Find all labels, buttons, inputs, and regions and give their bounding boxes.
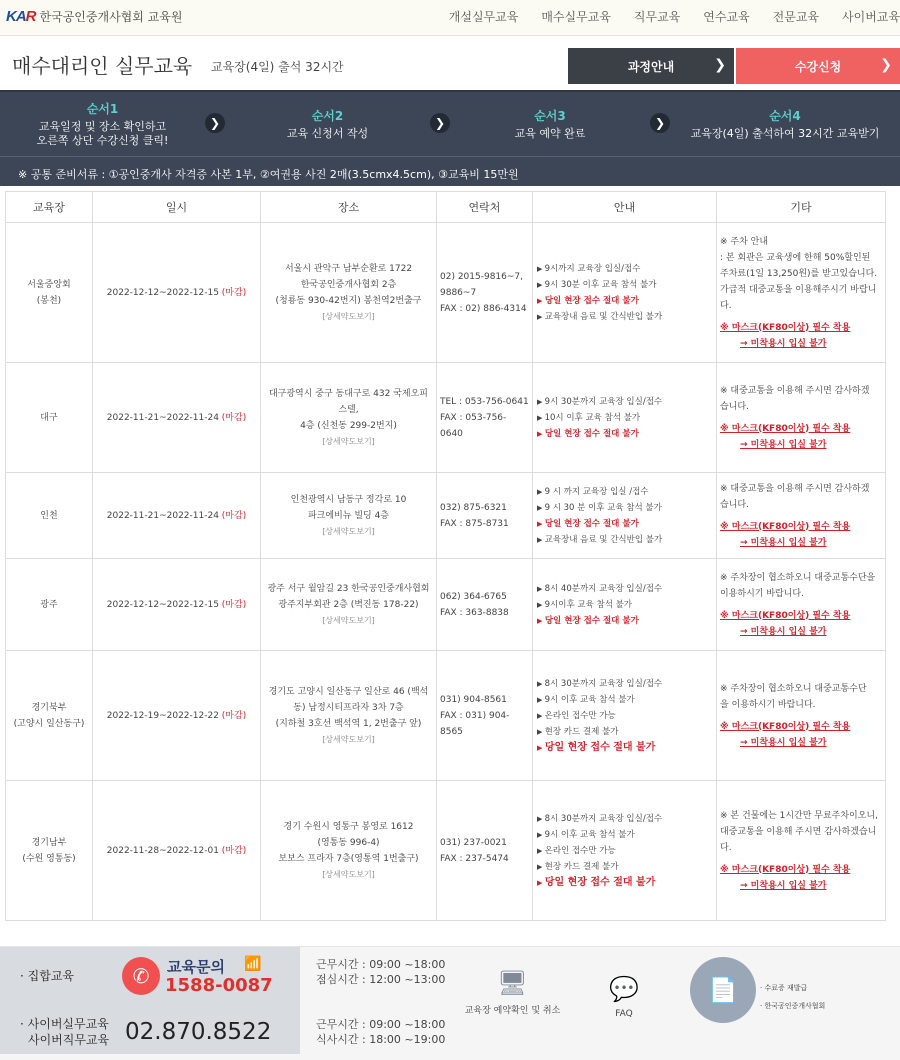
address-line: 보보스 프라자 7층(영통역 1번출구) (278, 853, 419, 864)
venue-area: (수원 영통동) (22, 853, 76, 864)
logo[interactable] (6, 8, 182, 25)
etc-line: 대중교통을 이용해 주시면 감사하겠습니 (720, 826, 877, 837)
etc-cell (717, 223, 886, 363)
info-item: ▶ 9시 30분까지 교육장 입실/접수 (537, 394, 716, 410)
info-cell (533, 473, 717, 559)
etc-cell (717, 651, 886, 781)
address-line: 인천광역시 남동구 정각로 10 (290, 494, 407, 505)
closed-badge: (마감) (221, 710, 247, 721)
col-header: 안내 (533, 192, 717, 223)
mask-notice: → 미착용시 입실 불가 (740, 537, 827, 548)
info-item: ▶ 9 시 까지 교육장 입실 /접수 (537, 484, 716, 500)
etc-line: 다. (720, 300, 732, 311)
address-line: 광주 서구 월암길 23 한국공인중개사협회 (267, 583, 430, 594)
etc-line: : 본 회관은 교육생에 한해 50%할인된 (720, 252, 871, 263)
table-row (6, 223, 886, 363)
schedule-table (5, 191, 886, 921)
chevron-right-icon: ❯ (650, 113, 670, 133)
etc-line: 습니다. (720, 401, 749, 412)
info-item: ▶ 현장 카드 결제 불가 (537, 724, 716, 740)
info-list (533, 261, 716, 325)
date-cell (93, 651, 261, 781)
date-range: 2022-11-21~2022-11-24 (106, 510, 219, 521)
address-line: 4층 (신천동 299-2번지) (300, 420, 397, 431)
info-item: ▶ 9시 이후 교육 참석 불가 (537, 692, 716, 708)
monitor-icon: 🖥 (497, 969, 528, 997)
map-link[interactable]: [상세약도보기] (322, 311, 375, 321)
cyber-hours-group (316, 1017, 445, 1047)
page-title: 매수대리인 실무교육 (12, 54, 193, 78)
contact-line: FAX : 053-756- (440, 412, 507, 423)
footer (0, 946, 900, 1060)
etc-line: 가급적 대중교통을 이용해주시기 바랍니 (720, 284, 877, 295)
venue-name: 인천 (40, 510, 58, 521)
mask-notice: → 미착용시 입실 불가 (740, 737, 827, 748)
etc-line: 주차료(1일 13,250원)를 받고있습니다. (720, 268, 878, 279)
etc-line: 이용하시기 바랍니다. (720, 588, 804, 599)
address-line: 파크에비뉴 빌딩 4층 (307, 510, 389, 521)
venue-name: 경기남부 (31, 837, 67, 848)
info-cell (533, 223, 717, 363)
main-nav (449, 8, 900, 25)
inquiry-phone[interactable]: 1588-0087 (165, 975, 273, 996)
mask-notice: ※ 마스크(KF80이상) 필수 착용 (720, 864, 851, 875)
info-list (533, 676, 716, 756)
contact-cell (437, 781, 533, 921)
mask-notice: → 미착용시 입실 불가 (740, 880, 827, 891)
contact-line: FAX : 02) 886-4314 (440, 303, 527, 314)
etc-line: 을 이용하시기 바랍니다. (720, 699, 816, 710)
address-line: 광주지부회관 2층 (벽진동 178-22) (278, 599, 419, 610)
table-row (6, 363, 886, 473)
chevron-right-icon: ❯ (430, 113, 450, 133)
etc-line: 습니다. (720, 499, 749, 510)
info-item: ▶ 당일 현장 접수 절대 불가 (537, 613, 716, 629)
date-cell (93, 363, 261, 473)
etc-line: 다. (720, 842, 732, 853)
date-range: 2022-12-12~2022-12-15 (106, 599, 219, 610)
place-cell (261, 651, 437, 781)
info-item: ▶ 9시까지 교육장 입실/접수 (537, 261, 716, 277)
contact-line: 031) 904-8561 (440, 694, 507, 705)
info-item: ▶ 온라인 접수만 가능 (537, 843, 716, 859)
dinner-hours: 식사시간 : 18:00 ~19:00 (316, 1033, 446, 1046)
date-cell (93, 559, 261, 651)
place-cell (261, 559, 437, 651)
cyber-practice-label: · 사이버실무교육 (20, 1017, 109, 1031)
info-item: ▶ 현장 카드 결제 불가 (537, 859, 716, 875)
map-link[interactable]: [상세약도보기] (322, 615, 375, 625)
inquiry-label: 교육문의 (167, 958, 225, 976)
nav-item[interactable]: 직무교육 (633, 10, 681, 24)
info-cell (533, 781, 717, 921)
venue-cell (6, 559, 93, 651)
place-cell (261, 223, 437, 363)
closed-badge: (마감) (221, 599, 247, 610)
address-line: 대구광역시 중구 동대구로 432 국제오피 (268, 388, 429, 399)
contact-cell (437, 651, 533, 781)
mask-notice: ※ 마스크(KF80이상) 필수 착용 (720, 610, 851, 621)
steps-bar (0, 92, 900, 156)
chat-bubble-icon: 💬 (609, 975, 639, 1003)
info-item: ▶ 8시 30분까지 교육장 입실/접수 (537, 811, 716, 827)
venue-name: 서울중앙회 (27, 279, 71, 290)
work-hours: 근무시간 : 09:00 ~18:00 (316, 1018, 446, 1031)
address-line: 한국공인중개사협회 2층 (300, 279, 397, 290)
work-hours: 근무시간 : 09:00 ~18:00 (316, 958, 446, 971)
common-documents-notice: ※ 공통 준비서류 : ①공인중개사 자격증 사본 1부, ②여권용 사진 2매(3.5cmx4.5cm), ③교육비 15만원 (0, 156, 900, 186)
venue-name: 경기북부 (31, 702, 67, 713)
venue-cell (6, 473, 93, 559)
info-cell (533, 559, 717, 651)
info-item: ▶ 10시 이후 교육 참석 불가 (537, 410, 716, 426)
course-info-button[interactable] (568, 48, 734, 84)
hours-group (316, 957, 445, 987)
etc-cell (717, 781, 886, 921)
col-header: 일시 (93, 192, 261, 223)
reservation-label: 교육장 예약확인 및 취소 (464, 1006, 561, 1016)
map-link[interactable]: [상세약도보기] (322, 734, 375, 744)
title-bar (0, 36, 900, 92)
etc-cell (717, 473, 886, 559)
page-subtitle: 교육장(4일) 출석 32시간 (211, 60, 344, 74)
col-header: 장소 (261, 192, 437, 223)
contact-line: 0640 (440, 428, 463, 439)
venue-area: (고양시 일산동구) (13, 718, 85, 729)
register-label: 수강신청 (794, 59, 842, 74)
step-4 (670, 92, 900, 156)
address-line: 동) 남정시티프라자 3차 7층 (293, 702, 404, 713)
info-item: ▶ 교육장내 음료 및 간식반입 불가 (537, 532, 716, 548)
date-cell (93, 473, 261, 559)
contact-line: TEL : 053-756-0641 (440, 396, 529, 407)
address-line: 경기도 고양시 일산동구 일산로 46 (백석 (268, 686, 429, 697)
step-3 (450, 92, 650, 156)
closed-badge: (마감) (221, 845, 247, 856)
info-list (533, 581, 716, 629)
info-cell (533, 363, 717, 473)
address-line: 스텔, (338, 404, 359, 415)
nav-item[interactable]: 전문교육 (772, 10, 820, 24)
step-desc: 교육장(4일) 출석하여 32시간 교육받기 (690, 127, 880, 140)
date-cell (93, 781, 261, 921)
date-range: 2022-11-21~2022-11-24 (106, 412, 219, 423)
info-item: ▶ 8시 30분까지 교육장 입실/접수 (537, 676, 716, 692)
cyber-phone[interactable]: 02.870.8522 (125, 1019, 272, 1045)
step-number: 순서2 (311, 109, 344, 123)
map-link[interactable]: [상세약도보기] (322, 436, 375, 446)
register-button[interactable] (736, 48, 900, 84)
info-list (533, 484, 716, 548)
map-link[interactable]: [상세약도보기] (322, 526, 375, 536)
info-item: ▶ 당일 현장 접수 절대 불가 (537, 426, 716, 442)
mask-notice: → 미착용시 입실 불가 (740, 626, 827, 637)
logo-mark: KAR (6, 8, 36, 25)
mask-notice: → 미착용시 입실 불가 (740, 338, 827, 349)
venue-cell (6, 651, 93, 781)
venue-cell (6, 363, 93, 473)
info-item: ▶ 교육장내 음료 및 간식반입 불가 (537, 309, 716, 325)
etc-line: ※ 주차 안내 (720, 236, 769, 247)
course-info-label: 과정안내 (627, 59, 675, 74)
chevron-right-icon: ❯ (880, 57, 892, 73)
date-range: 2022-12-19~2022-12-22 (106, 710, 219, 721)
contact-cell (437, 473, 533, 559)
closed-badge: (마감) (221, 412, 247, 423)
association-link[interactable]: · 한국공인중개사협회 (760, 1002, 826, 1010)
signal-icon: 📶 (244, 956, 262, 972)
col-header: 연락처 (437, 192, 533, 223)
address-line: (영통동 996-4) (317, 837, 380, 848)
table-header-row (6, 192, 886, 223)
top-header (0, 0, 900, 36)
info-cell (533, 651, 717, 781)
mask-notice: ※ 마스크(KF80이상) 필수 착용 (720, 322, 851, 333)
etc-cell (717, 363, 886, 473)
faq-label: FAQ (615, 1009, 633, 1019)
lunch-hours: 점심시간 : 12:00 ~13:00 (316, 973, 446, 986)
closed-badge: (마감) (221, 510, 247, 521)
date-range: 2022-11-28~2022-12-01 (106, 845, 219, 856)
step-number: 순서4 (769, 109, 801, 123)
address-line: (지하철 3호선 백석역 1, 2번출구 앞) (275, 718, 422, 729)
info-item: ▶ 당일 현장 접수 절대 불가 (537, 516, 716, 532)
contact-cell (437, 363, 533, 473)
info-item: ▶ 8시 40분까지 교육장 입실/접수 (537, 581, 716, 597)
venue-cell (6, 223, 93, 363)
nav-item[interactable]: 개설실무교육 (448, 10, 519, 24)
table-row (6, 473, 886, 559)
address-line: (청룡동 930-42번지) 봉천역2번출구 (275, 295, 422, 306)
contact-line: 02) 2015-9816~7, (440, 271, 524, 282)
phone-icon: ✆ (122, 957, 160, 995)
info-item: ▶ 9시 이후 교육 참석 불가 (537, 827, 716, 843)
date-cell (93, 223, 261, 363)
step-desc: 교육 신청서 작성 (286, 127, 369, 140)
date-range: 2022-12-12~2022-12-15 (106, 287, 219, 298)
etc-line: ※ 주차장이 협소하오니 대중교통수단을 (720, 572, 876, 583)
info-item: ▶ 9 시 30 분 이후 교육 참석 불가 (537, 500, 716, 516)
address-line: 서울시 관악구 남부순환로 1722 (284, 263, 413, 274)
place-cell (261, 363, 437, 473)
info-item: ▶ 온라인 접수만 가능 (537, 708, 716, 724)
etc-cell (717, 559, 886, 651)
etc-line: ※ 대중교통을 이용해 주시면 감사하겠 (720, 385, 870, 396)
info-item: ▶ 당일 현장 접수 절대 불가 (537, 740, 716, 756)
step-1 (0, 92, 205, 156)
nav-item[interactable]: 사이버교육 (842, 10, 900, 24)
faq-link[interactable] (596, 975, 652, 1019)
contact-line: 032) 875-6321 (440, 502, 507, 513)
venue-name: 광주 (40, 599, 58, 610)
info-list (533, 394, 716, 442)
nav-item[interactable]: 매수실무교육 (541, 10, 611, 24)
contact-line: FAX : 363-8838 (440, 607, 509, 618)
contact-line: FAX : 237-5474 (440, 853, 509, 864)
etc-line: ※ 본 건물에는 1시간만 무료주차이오니, (720, 810, 878, 821)
contact-line: 9886~7 (440, 287, 477, 298)
contact-line: 8565 (440, 726, 463, 737)
contact-line: 031) 237-0021 (440, 837, 507, 848)
col-header: 교육장 (6, 192, 93, 223)
place-cell (261, 473, 437, 559)
certificate-icon[interactable]: 📄 (690, 957, 756, 1023)
nav-item[interactable]: 연수교육 (703, 10, 750, 24)
table-row (6, 781, 886, 921)
mask-notice: → 미착용시 입실 불가 (740, 439, 827, 450)
step-desc: 오른쪽 상단 수강신청 클릭! (36, 134, 169, 147)
table-row (6, 651, 886, 781)
contact-cell (437, 223, 533, 363)
info-item: ▶ 당일 현장 접수 절대 불가 (537, 875, 716, 891)
step-desc: 교육일정 및 장소 확인하고 (38, 120, 167, 133)
contact-cell (437, 559, 533, 651)
info-item: ▶ 당일 현장 접수 절대 불가 (537, 293, 716, 309)
logo-name: 한국공인중개사협회 교육원 (39, 10, 183, 24)
venue-cell (6, 781, 93, 921)
certificate-reissue-link[interactable]: · 수료증 재발급 (760, 984, 808, 992)
contact-line: 062) 364-6765 (440, 591, 507, 602)
closed-badge: (마감) (221, 287, 247, 298)
info-list (533, 811, 716, 891)
place-cell (261, 781, 437, 921)
venue-name: 대구 (40, 412, 58, 423)
info-item: ▶ 9시이후 교육 참석 불가 (537, 597, 716, 613)
mask-notice: ※ 마스크(KF80이상) 필수 착용 (720, 521, 851, 532)
mask-notice: ※ 마스크(KF80이상) 필수 착용 (720, 721, 851, 732)
etc-line: ※ 대중교통을 이용해 주시면 감사하겠 (720, 483, 870, 494)
cyber-duty-label: 사이버직무교육 (28, 1033, 110, 1047)
table-row (6, 559, 886, 651)
step-desc: 교육 예약 완료 (514, 127, 586, 140)
contact-line: FAX : 031) 904- (440, 710, 510, 721)
step-number: 순서1 (86, 102, 119, 116)
venue-area: (봉천) (36, 295, 62, 306)
address-line: 경기 수원시 영통구 봉영로 1612 (283, 821, 414, 832)
etc-line: ※ 주차장이 협소하오니 대중교통수단 (720, 683, 867, 694)
group-education-label: · 집합교육 (20, 969, 74, 983)
col-header: 기타 (717, 192, 886, 223)
contact-line: FAX : 875-8731 (440, 518, 509, 529)
mask-notice: ※ 마스크(KF80이상) 필수 착용 (720, 423, 851, 434)
step-2 (225, 92, 430, 156)
step-number: 순서3 (534, 109, 566, 123)
info-item: ▶ 9시 30분 이후 교육 참석 불가 (537, 277, 716, 293)
chevron-right-icon: ❯ (714, 57, 726, 73)
reservation-link[interactable] (455, 969, 570, 1016)
map-link[interactable]: [상세약도보기] (322, 869, 375, 879)
chevron-right-icon: ❯ (205, 113, 225, 133)
